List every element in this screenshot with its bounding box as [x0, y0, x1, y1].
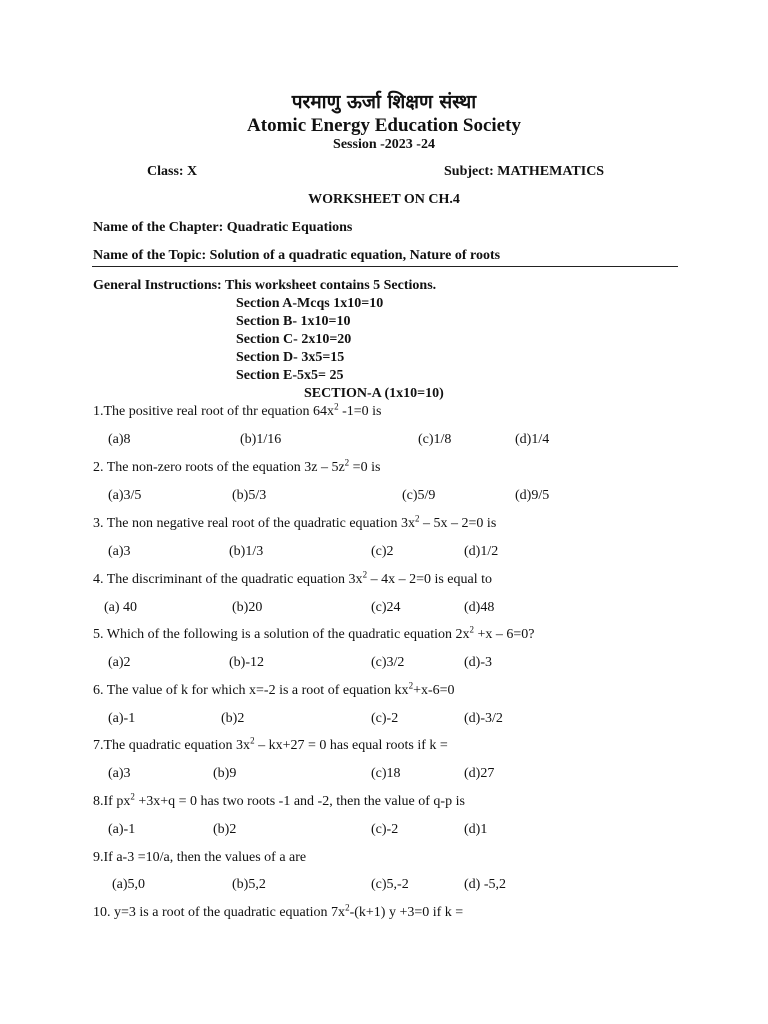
question-text: 4. The discriminant of the quadratic equation $3x^2 - 4x - 2=0$ is equal to — [93, 569, 493, 587]
option-c: (c)-2 — [371, 711, 399, 726]
session-label: Session -2023 -24 — [333, 137, 435, 152]
option-c: (c)2 — [371, 544, 394, 559]
option-d: (d)-3 — [464, 655, 492, 670]
option-b: (b)5/3 — [232, 488, 267, 503]
option-b: (b)9 — [213, 766, 237, 781]
option-b: (b)1/16 — [240, 432, 282, 447]
option-c: (c)24 — [371, 600, 401, 615]
question-text: 2. The non-zero roots of the equation $3z - 5z^2 =0$ is — [93, 457, 381, 475]
question-text: 6. The value of k for which x=-2 is a root of equation $kx^2+x-6=0$ — [93, 680, 455, 698]
question-text: 10. y=3 is a root of the quadratic equation $7x^2-(k+1)$ y +3=0 if k = — [93, 902, 464, 920]
option-b: (b)5,2 — [232, 877, 266, 892]
question-text: 8.If $px^2 +3x+q = 0$ has two roots -1 and -2, then the value of q-p is — [93, 791, 465, 809]
option-a: (a)3 — [108, 544, 131, 559]
option-d: (d)-3/2 — [464, 711, 503, 726]
option-b: (b)20 — [232, 600, 263, 615]
question-text: 5. Which of the following is a solution of the quadratic equation $2x^2 +x - 6=0$? — [93, 624, 535, 642]
option-c: (c)1/8 — [418, 432, 452, 447]
section-line: Section A-Mcqs 1x10=10 — [236, 296, 384, 311]
option-c: (c)3/2 — [371, 655, 405, 670]
option-b: (b)1/3 — [229, 544, 264, 559]
option-c: (c)-2 — [371, 822, 399, 837]
option-b: (b)-12 — [229, 655, 264, 670]
option-c: (c)18 — [371, 766, 401, 781]
option-d: (d)48 — [464, 600, 495, 615]
option-d: (d)1 — [464, 822, 488, 837]
question-text: 3. The non negative real root of the quadratic equation $3x^2 - 5x - 2=0$ is — [93, 513, 497, 531]
option-a: (a)5,0 — [112, 877, 146, 892]
option-a: (a)3 — [108, 766, 131, 781]
org-name: Atomic Energy Education Society — [247, 115, 521, 136]
option-a: (a) 40 — [104, 600, 138, 615]
worksheet-title: WORKSHEET ON CH.4 — [308, 192, 460, 207]
section-line: Section C- 2x10=20 — [236, 332, 352, 347]
option-d: (d)27 — [464, 766, 495, 781]
option-d: (d)1/4 — [515, 432, 550, 447]
chapter-name: Name of the Chapter: Quadratic Equations — [93, 220, 353, 235]
option-d: (d)9/5 — [515, 488, 550, 503]
question-text: 7.The quadratic equation $3x^2 - kx+27 = 0$ has equal roots if k = — [93, 735, 448, 753]
option-d: (d)1/2 — [464, 544, 499, 559]
option-c: (c)5,-2 — [371, 877, 409, 892]
option-a: (a)-1 — [108, 711, 136, 726]
question-text: 9.If a-3 =10/a, then the values of a are — [93, 850, 307, 865]
class-label: Class: X — [147, 164, 198, 179]
option-a: (a)8 — [108, 432, 131, 447]
general-instructions: General Instructions: This worksheet contains 5 Sections. — [93, 278, 437, 293]
option-a: (a)3/5 — [108, 488, 142, 503]
section-line: Section E-5x5= 25 — [236, 368, 344, 383]
topic-name: Name of the Topic: Solution of a quadratic equation, Nature of roots — [93, 248, 501, 263]
option-d: (d) -5,2 — [464, 877, 506, 892]
section-line: Section D- 3x5=15 — [236, 350, 345, 365]
section-a-heading: SECTION-A (1x10=10) — [304, 386, 444, 401]
option-a: (a)2 — [108, 655, 131, 670]
hindi-title: परमाणु ऊर्जा शिक्षण संस्था — [291, 91, 477, 113]
section-line: Section B- 1x10=10 — [236, 314, 351, 329]
option-b: (b)2 — [213, 822, 237, 837]
header-divider — [92, 266, 678, 267]
option-b: (b)2 — [221, 711, 245, 726]
subject-label: Subject: MATHEMATICS — [444, 164, 605, 179]
option-a: (a)-1 — [108, 822, 136, 837]
question-text: 1.The positive real root of thr equation $64x^2$ -1=0 is — [93, 401, 382, 419]
option-c: (c)5/9 — [402, 488, 436, 503]
